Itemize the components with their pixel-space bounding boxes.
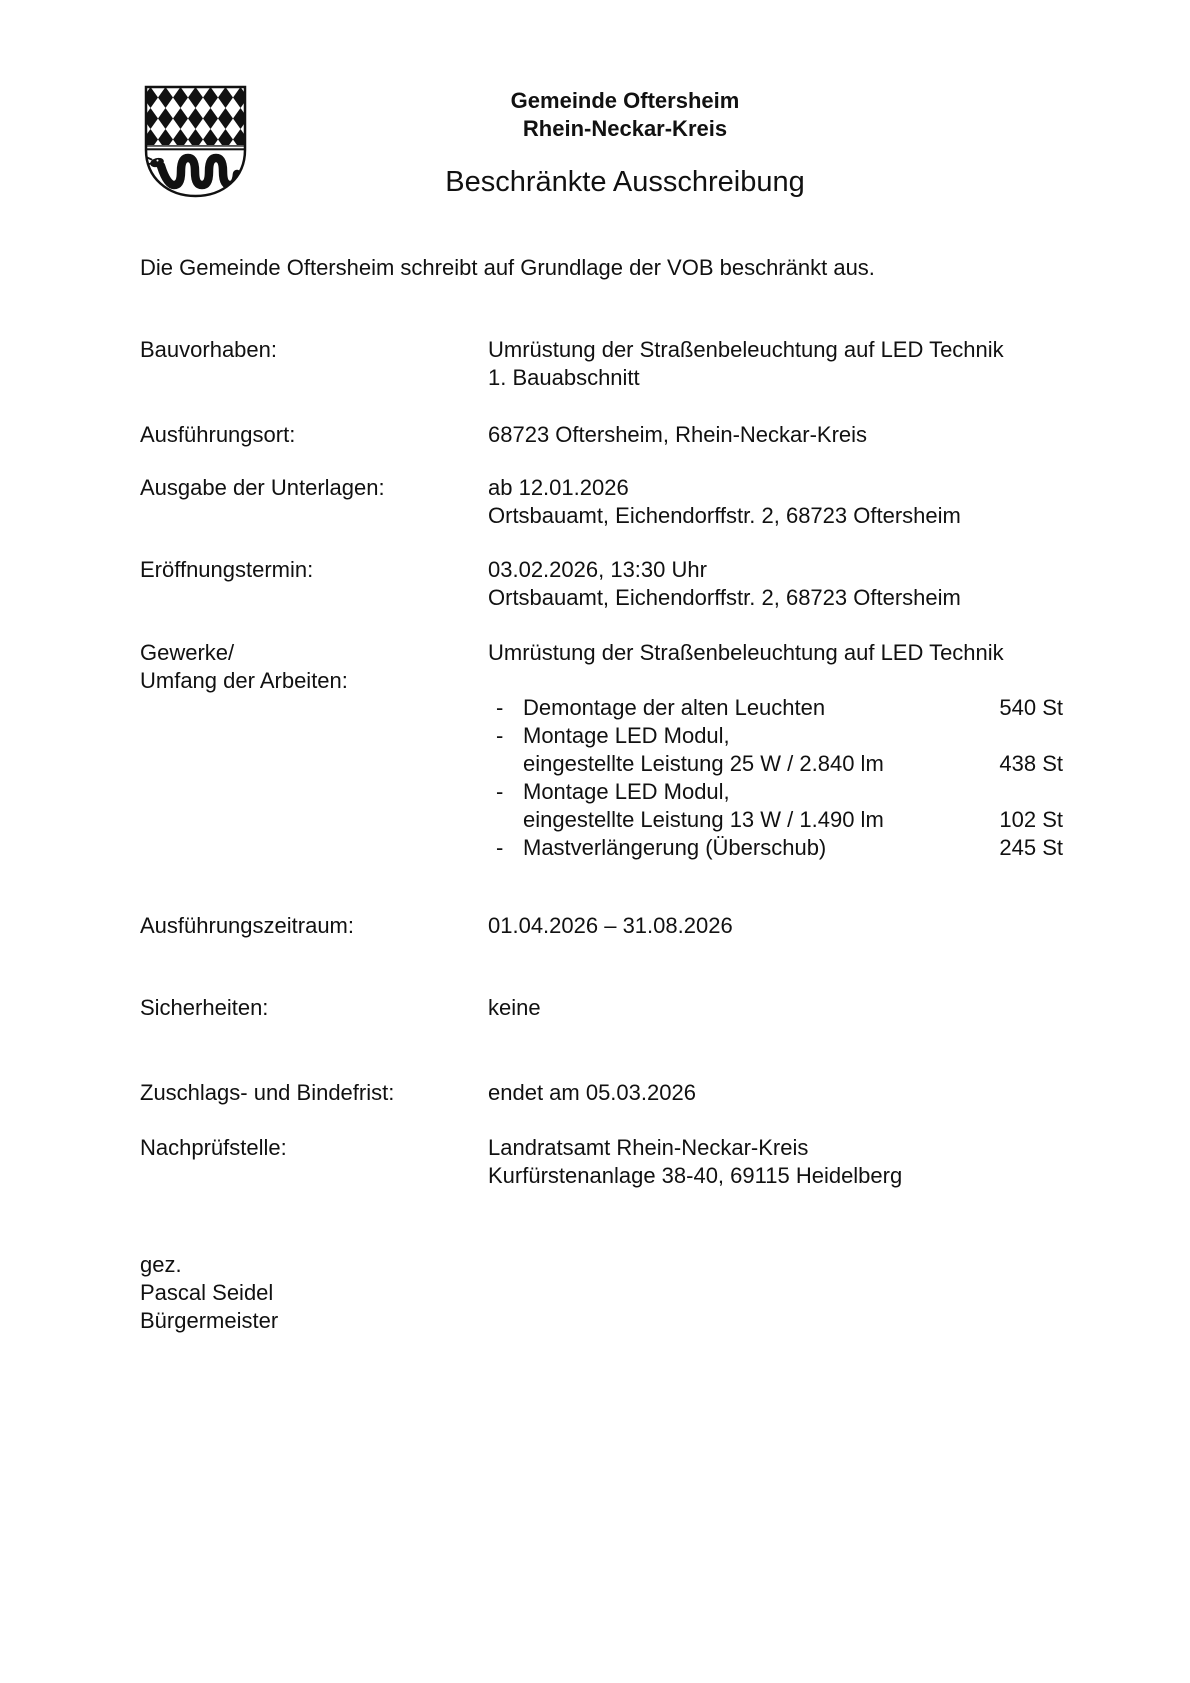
document-header bbox=[140, 87, 1110, 199]
document-title: Beschränkte Ausschreibung bbox=[445, 166, 805, 198]
field-value bbox=[488, 474, 1063, 530]
list-dash: - bbox=[496, 779, 504, 804]
work-item-line bbox=[488, 694, 1063, 722]
work-item-line bbox=[488, 834, 1063, 862]
work-item-text: Demontage der alten Leuchten bbox=[523, 695, 826, 720]
field-value-line: Ortsbauamt, Eichendorffstr. 2, 68723 Oftersheim bbox=[488, 503, 961, 528]
field-value-line: 1. Bauabschnitt bbox=[488, 365, 640, 390]
field-row-ausfuehrungsort bbox=[140, 421, 1063, 449]
field-value-line: Umrüstung der Straßenbeleuchtung auf LED Technik bbox=[488, 640, 1004, 665]
list-dash: - bbox=[496, 695, 504, 720]
field-row-bauvorhaben bbox=[140, 336, 1063, 392]
list-dash bbox=[488, 806, 523, 834]
field-value bbox=[488, 1134, 1063, 1190]
field-value-line: 01.04.2026 – 31.08.2026 bbox=[488, 913, 733, 938]
field-label: Ausgabe der Unterlagen: bbox=[140, 475, 385, 500]
work-item-quantity bbox=[973, 778, 1063, 806]
work-item-quantity: 438 St bbox=[999, 751, 1063, 776]
work-items-list bbox=[488, 694, 1063, 862]
list-dash: - bbox=[496, 723, 504, 748]
work-item-line bbox=[488, 750, 1063, 778]
field-value-line: Landratsamt Rhein-Neckar-Kreis bbox=[488, 1135, 809, 1160]
field-row-zuschlagsfrist bbox=[140, 1079, 1063, 1107]
work-item-text: Montage LED Modul, bbox=[523, 779, 730, 804]
field-row-ausgabe-der-unterlagen bbox=[140, 474, 1063, 530]
field-value-line: endet am 05.03.2026 bbox=[488, 1080, 696, 1105]
field-label: Ausführungszeitraum: bbox=[140, 913, 354, 938]
field-value-line: Kurfürstenanlage 38-40, 69115 Heidelberg bbox=[488, 1163, 903, 1188]
field-value-line: ab 12.01.2026 bbox=[488, 475, 629, 500]
work-item-text: Mastverlängerung (Überschub) bbox=[523, 835, 827, 860]
work-item-text: Montage LED Modul, bbox=[523, 723, 730, 748]
work-item-quantity: 540 St bbox=[999, 695, 1063, 720]
field-row-ausfuehrungszeitraum bbox=[140, 912, 1063, 940]
field-row-gewerke bbox=[140, 639, 1063, 862]
field-value bbox=[488, 336, 1063, 392]
work-item-quantity bbox=[973, 722, 1063, 750]
intro-paragraph: Die Gemeinde Oftersheim schreibt auf Grundlage der VOB beschränkt aus. bbox=[140, 255, 875, 280]
work-item-text: eingestellte Leistung 13 W / 1.490 lm bbox=[523, 807, 884, 832]
signature-name: Pascal Seidel bbox=[140, 1280, 274, 1305]
work-item-quantity: 102 St bbox=[999, 807, 1063, 832]
org-name: Gemeinde Oftersheim bbox=[510, 88, 740, 113]
document-body bbox=[140, 254, 1063, 1335]
work-item-line bbox=[488, 722, 1063, 750]
field-row-eroeffnungstermin bbox=[140, 556, 1063, 612]
field-value-line: 03.02.2026, 13:30 Uhr bbox=[488, 557, 707, 582]
field-label: Nachprüfstelle: bbox=[140, 1135, 287, 1160]
work-item-line bbox=[488, 806, 1063, 834]
work-item-quantity: 245 St bbox=[999, 835, 1063, 860]
list-dash: - bbox=[496, 835, 504, 860]
field-value bbox=[488, 912, 1063, 940]
field-label: Zuschlags- und Bindefrist: bbox=[140, 1080, 395, 1105]
field-value bbox=[488, 421, 1063, 449]
field-value bbox=[488, 556, 1063, 612]
field-label: Eröffnungstermin: bbox=[140, 557, 314, 582]
field-label: Sicherheiten: bbox=[140, 995, 269, 1020]
list-dash bbox=[488, 750, 523, 778]
org-district: Rhein-Neckar-Kreis bbox=[522, 116, 728, 141]
field-value-line: Ortsbauamt, Eichendorffstr. 2, 68723 Oftersheim bbox=[488, 585, 961, 610]
work-item-text: eingestellte Leistung 25 W / 2.840 lm bbox=[523, 751, 884, 776]
field-value-line: 68723 Oftersheim, Rhein-Neckar-Kreis bbox=[488, 422, 868, 447]
field-label-line: Gewerke/ bbox=[140, 640, 235, 665]
signature-role: Bürgermeister bbox=[140, 1308, 279, 1333]
field-value-line: Umrüstung der Straßenbeleuchtung auf LED Technik bbox=[488, 337, 1004, 362]
field-value bbox=[488, 1079, 1063, 1107]
field-label: Ausführungsort: bbox=[140, 422, 296, 447]
field-row-nachpruefstelle bbox=[140, 1134, 1063, 1190]
field-value bbox=[488, 994, 1063, 1022]
signature-block bbox=[140, 1251, 1063, 1335]
field-value bbox=[488, 639, 1063, 862]
field-label: Bauvorhaben: bbox=[140, 337, 277, 362]
field-row-sicherheiten bbox=[140, 994, 1063, 1022]
work-item-line bbox=[488, 778, 1063, 806]
field-label bbox=[140, 639, 488, 695]
field-value-line: keine bbox=[488, 995, 541, 1020]
signature-gez: gez. bbox=[140, 1252, 182, 1277]
field-label-line: Umfang der Arbeiten: bbox=[140, 668, 348, 693]
